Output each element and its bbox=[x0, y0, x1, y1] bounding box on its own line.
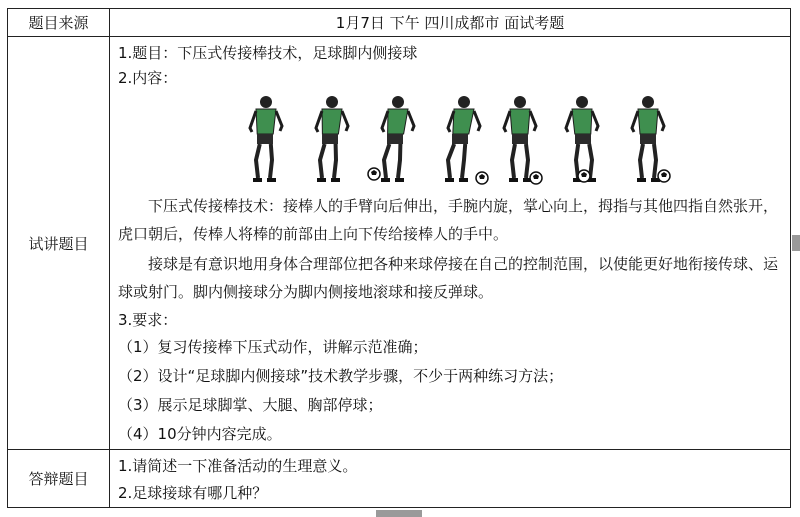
requirements-heading: 3.要求： bbox=[118, 311, 178, 329]
teaching-content bbox=[110, 37, 791, 450]
player-figure-4 bbox=[445, 96, 488, 184]
requirement-item-3: （3）展示足球脚掌、大腿、胸部停球； bbox=[118, 396, 383, 414]
player-figure-2 bbox=[316, 96, 348, 180]
scan-edge-mark-right bbox=[792, 235, 800, 251]
player-figure-6 bbox=[566, 96, 598, 182]
soccer-player-sequence-illustration bbox=[240, 94, 690, 188]
defense-label: 答辩题目 bbox=[8, 450, 110, 508]
player-figure-1 bbox=[250, 96, 282, 180]
teaching-label: 试讲题目 bbox=[8, 37, 110, 450]
requirement-item-1: （1）复习传接棒下压式动作，讲解示范准确； bbox=[118, 338, 428, 356]
teaching-row bbox=[8, 37, 791, 450]
source-row bbox=[8, 9, 791, 37]
defense-question-2: 2.足球接球有哪几种？ bbox=[118, 484, 268, 502]
defense-question-1: 1.请简述一下准备活动的生理意义。 bbox=[118, 457, 358, 475]
requirement-item-4: （4）10分钟内容完成。 bbox=[118, 425, 282, 443]
defense-row bbox=[8, 450, 791, 508]
requirement-item-2: （2）设计“足球脚内侧接球”技术教学步骤，不少于两种练习方法； bbox=[118, 367, 564, 385]
defense-content bbox=[110, 450, 791, 508]
content-heading: 2.内容： bbox=[118, 69, 178, 87]
player-figure-3 bbox=[368, 96, 414, 180]
player-figure-5 bbox=[504, 96, 542, 184]
paragraph-receiving: 接球是有意识地用身体合理部位把各种来球停接在自己的控制范围，以使能更好地衔接传球、运球或射门。脚内侧接球分为脚内侧接地滚球和接反弹球。 bbox=[118, 255, 779, 301]
scan-edge-mark-bottom bbox=[376, 510, 422, 517]
source-content: 1月7日 下午 四川成都市 面试考题 bbox=[110, 9, 791, 37]
topic-line: 1.题目：下压式传接棒技术，足球脚内侧接球 bbox=[118, 44, 418, 62]
player-figure-7 bbox=[632, 96, 670, 182]
paragraph-relay: 下压式传接棒技术：接棒人的手臂向后伸出，手腕内旋，掌心向上，拇指与其他四指自然张开，虎口朝后，传棒人将棒的前部由上向下传给接棒人的手中。 bbox=[118, 197, 779, 243]
exam-table bbox=[7, 8, 791, 508]
source-label: 题目来源 bbox=[8, 9, 110, 37]
